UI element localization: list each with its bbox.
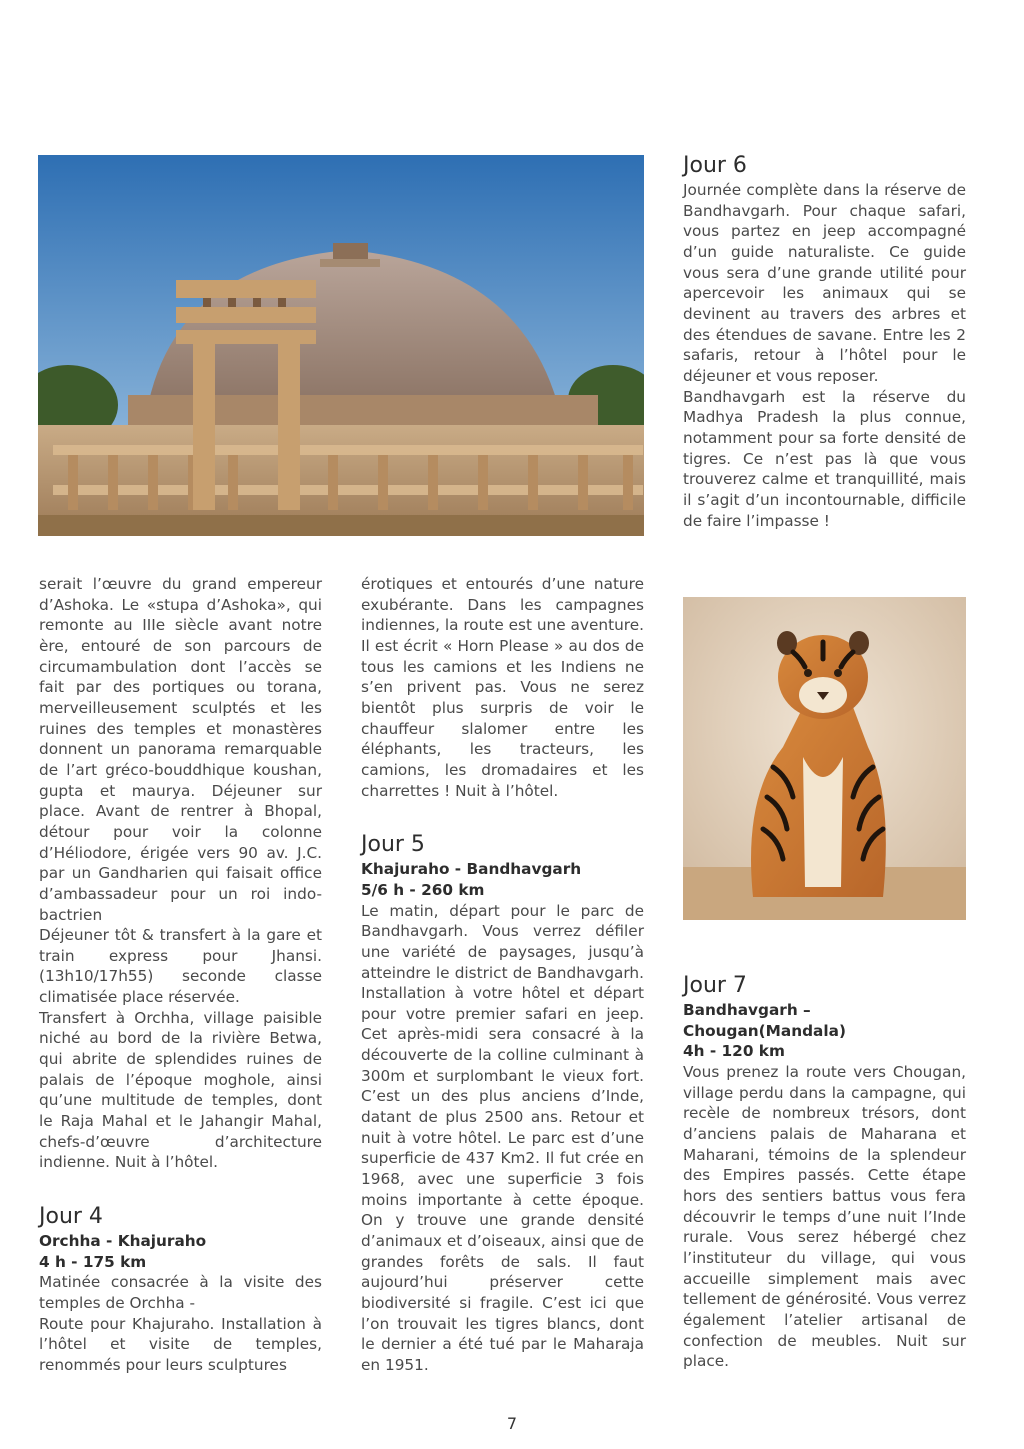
body-paragraph: serait l’œuvre du grand empereur d’Ashoka. Le «stupa d’Ashoka», qui remonte au IIIe siècle avant notre ère, entouré de son parcours de circumambulation dont l’accès se fait par des portiques ou torana, merveilleusement sculptés et les ruines des temples et monastères donnent un panorama remarquable de l’art gréco-bouddhique koushan, gupta et maurya. Déjeuner sur place. Avant de rentrer à Bhopal, détour pour voir la colonne d’Héliodore, érigée vers 90 av. J.C. par un Gandharien qui faisait office d’ambassadeur pour un roi indo-bactrien [39, 575, 322, 924]
day-7-title: Jour 7 [683, 973, 747, 998]
day-6-section [683, 154, 966, 531]
page-number: 7 [506, 1414, 518, 1433]
column-1 [39, 574, 322, 1376]
body-paragraph: Vous prenez la route vers Chougan, village perdu dans la campagne, qui recèle de nombreux trésors, dont d’anciens palais de Maharana et Maharani, témoins de la splendeur des Empires passés. Cette étape hors des sentiers battus vous fera découvrir le temps d’une nuit l’Inde rurale. Vous serez hébergé chez l’instituteur du village, qui vous accueille simplement mais avec tellement de générosité. Vous verrez également l’atelier artisanal de confection de meubles. Nuit sur place. [683, 1062, 966, 1371]
tiger-illustration [683, 597, 966, 920]
stupa-illustration [38, 155, 644, 536]
day-6-paragraph: Bandhavgarh est la réserve du Madhya Pradesh la plus connue, notamment pour sa forte densité de tigres. Ce n’est pas là que vous trouverez calme et tranquillité, mais il s’agit d’un incontournable, difficile de faire l’impasse ! [683, 387, 966, 530]
day-4-duration: 4 h - 175 km [39, 1252, 147, 1271]
body-paragraph: Route pour Khajuraho. Installation à l’hôtel et visite de temples, renommés pour leurs sculptures [39, 1314, 322, 1374]
day-7-section [683, 974, 966, 1372]
column-2 [361, 574, 644, 1376]
day-5-title: Jour 5 [361, 832, 425, 858]
day-7-route: Bandhavgarh – Chougan(Mandala) [683, 1001, 846, 1040]
body-paragraph: Matinée consacrée à la visite des temples de Orchha - [39, 1273, 322, 1312]
day-6-title: Jour 6 [683, 153, 747, 178]
day-5-route: Khajuraho - Bandhavgarh [361, 860, 582, 879]
body-paragraph: Transfert à Orchha, village paisible niché au bord de la rivière Betwa, qui abrite de splendides ruines de palais de l’époque moghole, ainsi qu’une multitude de temples, dont le Raja Mahal et le Jahangir Mahal, chefs-d’œuvre d’architecture indienne. Nuit à l’hôtel. [39, 1008, 322, 1172]
day-6-paragraph: Journée complète dans la réserve de Bandhavgarh. Pour chaque safari, vous partez en jeep accompagné d’un guide naturaliste. Ce guide vous sera d’une grande utilité pour apercevoir les animaux qui se devinent au travers des arbres et des étendues de savane. Entre les 2 safaris, retour à l’hôtel pour le déjeuner et vous reposer. [683, 181, 966, 385]
day-5-duration: 5/6 h - 260 km [361, 880, 485, 899]
day-4-title: Jour 4 [39, 1204, 103, 1230]
body-paragraph: Déjeuner tôt & transfert à la gare et train express pour Jhansi. (13h10/17h55) seconde classe climatisée place réservée. [39, 926, 322, 1007]
body-paragraph: Le matin, départ pour le parc de Bandhavgarh. Vous verrez défiler une variété de paysages, jusqu’à atteindre le district de Bandhavgarh. Installation à votre hôtel et départ pour votre premier safari en jeep. Cet après-midi sera consacré à la découverte de la colline culminant à 300m et surplombant le vieux fort. C’est un des plus anciens d’Inde, datant de plus 2500 ans. Retour et nuit à votre hôtel. Le parc est d’une superficie de 437 Km2. Il fut crée en 1968, avec une superficie 3 fois moins importante à cette époque. On y trouve une grande densité d’animaux et d’oiseaux, ainsi que de grandes forêts de sals. Il faut aujourd’hui préserver cette biodiversité si fragile. C’est ici que l’on trouvait les tigres blancs, dont le dernier a été tué par le Maharaja en 1951. [361, 901, 644, 1374]
day-7-duration: 4h - 120 km [683, 1042, 785, 1061]
stupa-photo [38, 155, 644, 536]
tiger-photo [683, 597, 966, 920]
day-4-route: Orchha - Khajuraho [39, 1232, 207, 1251]
body-paragraph: érotiques et entourés d’une nature exubérante. Dans les campagnes indiennes, la route est une aventure. Il est écrit « Horn Please » au dos de tous les camions et les Indiens ne s’en privent pas. Vous ne serez bientôt plus surpris de voir le chauffeur slalomer entre les éléphants, les tracteurs, les camions, les dromadaires et les charrettes ! Nuit à l’hôtel. [361, 575, 644, 800]
